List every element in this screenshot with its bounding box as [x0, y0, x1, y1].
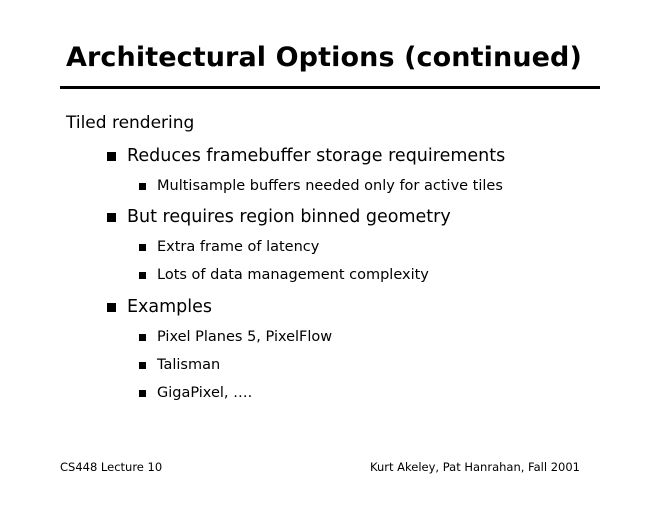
square-bullet-icon — [139, 334, 146, 341]
sub-bullet-item — [157, 267, 429, 283]
section-heading: Tiled rendering — [66, 113, 195, 133]
square-bullet-icon — [139, 362, 146, 369]
square-bullet-icon — [139, 183, 146, 190]
square-bullet-icon — [107, 213, 116, 222]
sub-bullet-item — [157, 239, 319, 255]
square-bullet-icon — [139, 390, 146, 397]
square-bullet-icon — [139, 244, 146, 251]
bullet-text: But requires region binned geometry — [127, 207, 451, 227]
sub-bullet-text: Talisman — [157, 357, 221, 373]
bullet-text: Reduces framebuffer storage requirements — [127, 146, 506, 166]
bullet-text: Examples — [127, 297, 213, 317]
bullet-item — [127, 207, 451, 227]
sub-bullet-text: Pixel Planes 5, PixelFlow — [157, 329, 333, 345]
square-bullet-icon — [107, 152, 116, 161]
sub-bullet-text: GigaPixel, …. — [157, 385, 253, 401]
sub-bullet-item — [157, 385, 252, 401]
bullet-item — [127, 297, 212, 317]
bullet-item — [127, 146, 505, 166]
sub-bullet-text: Extra frame of latency — [157, 239, 320, 255]
square-bullet-icon — [107, 303, 116, 312]
sub-bullet-text: Multisample buffers needed only for active tiles — [157, 178, 503, 194]
sub-bullet-item — [157, 357, 220, 373]
title-divider — [60, 86, 600, 89]
slide-title: Architectural Options (continued) — [66, 42, 582, 73]
sub-bullet-item — [157, 178, 503, 194]
footer-course: CS448 Lecture 10 — [60, 460, 163, 474]
sub-bullet-item — [157, 329, 332, 345]
sub-bullet-text: Lots of data management complexity — [157, 267, 429, 283]
footer-authors: Kurt Akeley, Pat Hanrahan, Fall 2001 — [370, 460, 580, 474]
square-bullet-icon — [139, 272, 146, 279]
